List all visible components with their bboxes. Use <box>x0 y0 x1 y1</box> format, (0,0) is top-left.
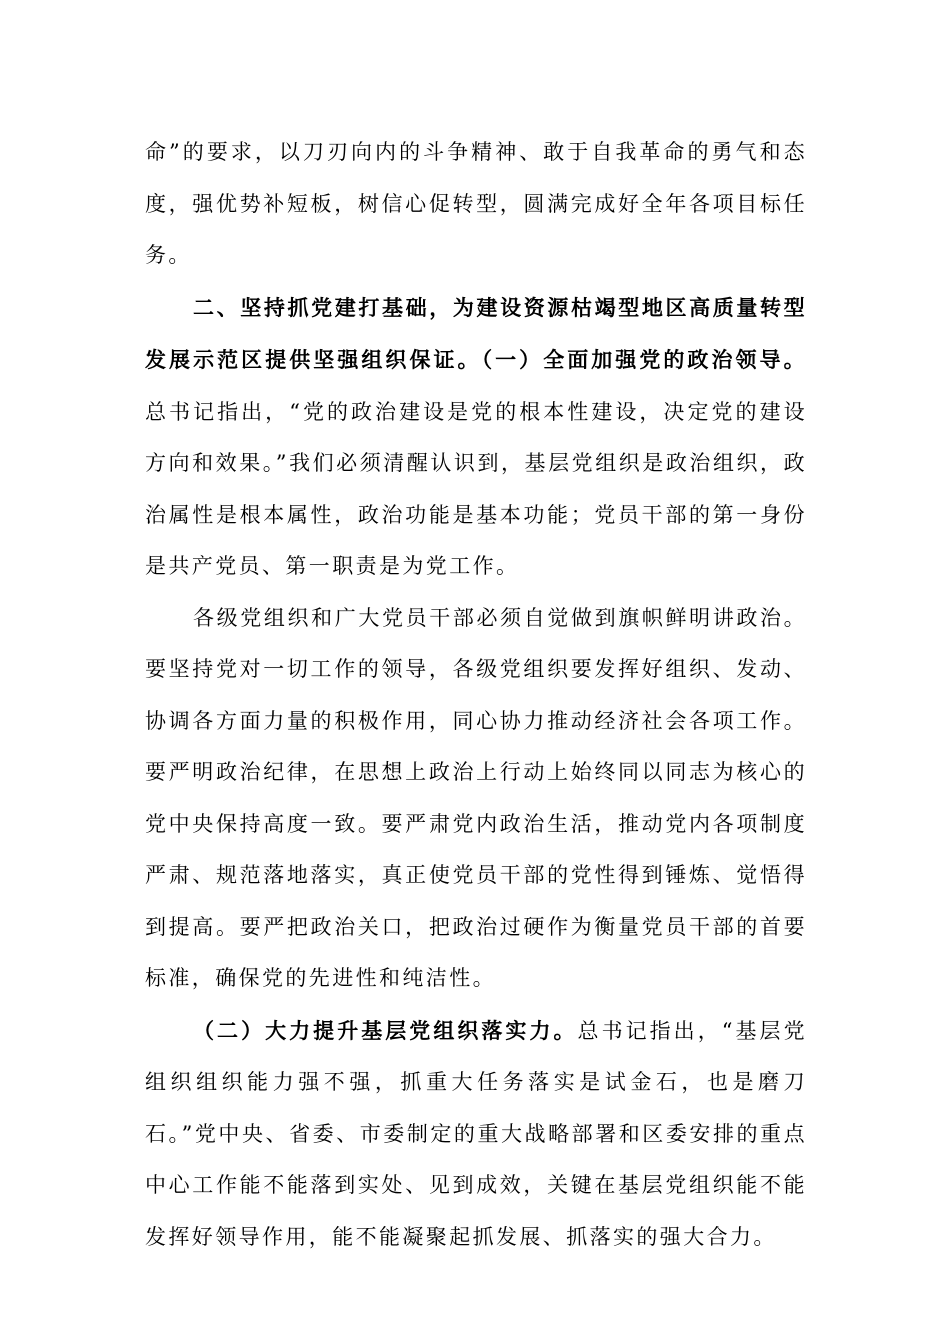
paragraph-4-text: 总书记指出，“基层党组织组织能力强不强，抓重大任务落实是试金石，也是磨刀石。”党中央、省委、市委制定的重大战略部署和区委安排的重点中心工作能不能落到实处、见到成效，关键在基层党组织能不能发挥好领导作用，能不能凝聚起抓发展、抓落实的强大合力。 <box>145 1018 807 1249</box>
paragraph-4 <box>145 1005 807 1264</box>
paragraph-2 <box>145 282 807 593</box>
paragraph-3-text: 各级党组织和广大党员干部必须自觉做到旗帜鲜明讲政治。要坚持党对一切工作的领导，各级党组织要发挥好组织、发动、协调各方面力量的积极作用，同心协力推动经济社会各项工作。要严明政治纪律，在思想上政治上行动上始终同以同志为核心的党中央保持高度一致。要严肃党内政治生活，推动党内各项制度严肃、规范落地落实，真正使党员干部的党性得到锤炼、觉悟得到提高。要严把政治关口，把政治过硬作为衡量党员干部的首要标准，确保党的先进性和纯洁性。 <box>145 605 807 990</box>
paragraph-1-text: 命”的要求，以刀刃向内的斗争精神、敢于自我革命的勇气和态度，强优势补短板，树信心促转型，圆满完成好全年各项目标任务。 <box>145 140 807 267</box>
paragraph-1 <box>145 127 807 282</box>
subsection-heading: （二）大力提升基层党组织落实力。 <box>193 1017 578 1043</box>
section-heading: 二、坚持抓党建打基础，为建设资源枯竭型地区高质量转型发展示范区提供坚强组织保证。（一）全面加强党的政治领导。 <box>145 294 807 372</box>
paragraph-2-text: 总书记指出，“党的政治建设是党的根本性建设，决定党的建设方向和效果。”我们必须清醒认识到，基层党组织是政治组织，政治属性是根本属性，政治功能是基本功能；党员干部的第一身份是共产党员、第一职责是为党工作。 <box>145 399 807 578</box>
paragraph-3 <box>145 593 807 1005</box>
document-page <box>145 127 807 1263</box>
